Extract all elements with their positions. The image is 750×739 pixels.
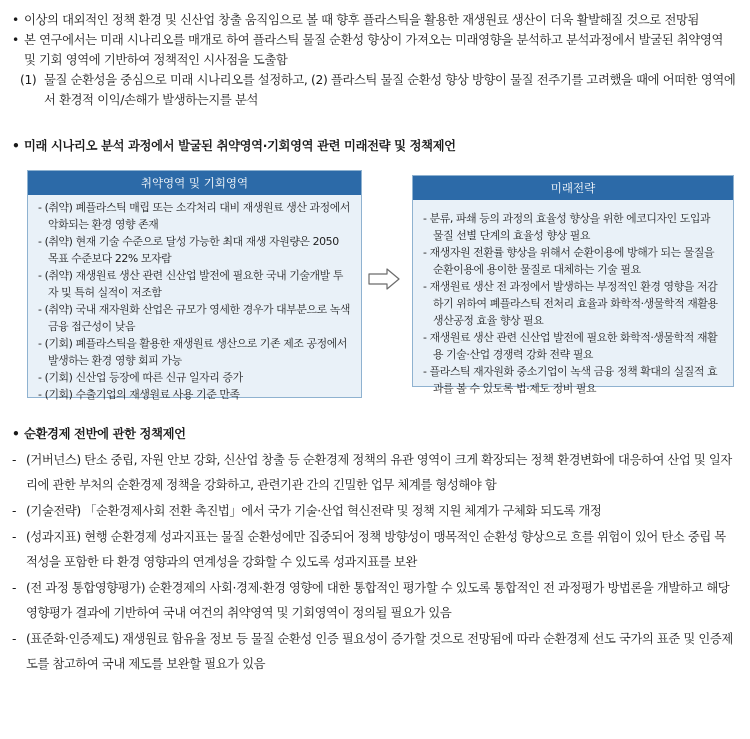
list-item: - 분류, 파쇄 등의 과정의 효율성 향상을 위한 에코디자인 도입과 물질 선별 단계의 효율성 향상 필요 [423, 212, 711, 242]
dash-mark: - [12, 453, 17, 467]
dash-mark: - [12, 504, 17, 518]
policy-item [12, 627, 736, 677]
list-item: - (기회) 수출기업의 재생원료 사용 기준 만족 [38, 388, 240, 401]
intro-bullet-2 [12, 30, 736, 70]
policy-item [12, 525, 736, 575]
strategy-diagram [12, 170, 736, 401]
list-item: - 플라스틱 재자원화 중소기업이 녹색 금융 정책 확대의 실질적 효과를 볼 수 있도록 법·제도 정비 필요 [423, 365, 718, 395]
left-box-title: 취약영역 및 기회영역 [28, 171, 361, 195]
list-item: - (기회) 폐플라스틱을 활용한 재생원료 생산으로 기존 제조 공정에서 발생하는 환경 영향 회피 가능 [38, 337, 347, 367]
section-2-heading [12, 424, 736, 444]
dash-mark: - [12, 530, 17, 544]
item-number: (1) [20, 73, 37, 87]
policy-recommendation-list [12, 448, 736, 677]
section-1-heading [12, 136, 736, 156]
intro-numbered-item [12, 70, 736, 110]
policy-item [12, 448, 736, 498]
dash-mark: - [12, 581, 17, 595]
section-2-title: 순환경제 전반에 관한 정책제언 [24, 427, 186, 441]
policy-item-text: (거버넌스) 탄소 중립, 자원 안보 강화, 신산업 창출 등 순환경제 정책의 유관 영역이 크게 확장되는 정책 환경변화에 대응하여 산업 및 일자리에 관한 부처의 순환경제 정책을 강화하고, 관련기관 간의 긴밀한 업무 체계를 형성해야 함 [26, 453, 732, 492]
policy-item-text: (전 과정 통합영향평가) 순환경제의 사회·경제·환경 영향에 대한 통합적인 평가할 수 있도록 통합적인 전 과정평가 방법론을 개발하고 해당 영향평가 결과에 기반하여 국내 여건의 취약영역 및 기회영역이 정의될 필요가 있음 [26, 581, 730, 620]
section-1-title: 미래 시나리오 분석 과정에서 발굴된 취약영역·기회영역 관련 미래전략 및 정책제언 [24, 139, 456, 153]
intro-bullet-1 [12, 10, 736, 30]
bullet-mark: • [12, 139, 20, 153]
right-box-list [413, 200, 733, 397]
policy-item [12, 576, 736, 626]
intro-bullet-1-text: 이상의 대외적인 정책 환경 및 신산업 창출 움직임으로 볼 때 향후 플라스틱을 활용한 재생원료 생산이 더욱 활발해질 것으로 전망됨 [24, 13, 700, 27]
dash-mark: - [12, 632, 17, 646]
list-item: - 재생자원 전환률 향상을 위해서 순환이용에 방해가 되는 물질을 순환이용에 용이한 물질로 대체하는 기술 필요 [423, 246, 715, 276]
list-item: - 재생원료 생산 관련 신산업 발전에 필요한 화학적·생물학적 재활용 기술·산업 경쟁력 강화 전략 필요 [423, 331, 718, 361]
future-strategy-box [412, 175, 734, 395]
list-item: - (취약) 국내 재자원화 산업은 규모가 영세한 경우가 대부분으로 녹색금융 접근성이 낮음 [38, 303, 351, 333]
list-item: - 재생원료 생산 전 과정에서 발생하는 부정적인 환경 영향을 저감하기 위하여 폐플라스틱 전처리 효율과 화학적·생물학적 재활용 생산공정 효율 향상 필요 [423, 280, 718, 327]
list-item: - (취약) 현재 기술 수준으로 달성 가능한 최대 재생 자원량은 2050 목표 수준보다 22% 모자람 [38, 235, 339, 265]
intro-bullet-2-text: 본 연구에서는 미래 시나리오를 매개로 하여 플라스틱 물질 순환성 향상이 가져오는 미래영향을 분석하고 분석과정에서 발굴된 취약영역 및 기회 영역에 기반하여 정책적인 시사점을 도출함 [24, 33, 723, 67]
bullet-mark: • [12, 427, 20, 441]
bullet-mark: • [12, 33, 19, 47]
list-item: - (기회) 신산업 등장에 따른 신규 일자리 증가 [38, 371, 243, 384]
list-item: - (취약) 폐플라스틱 매립 또는 소각처리 대비 재생원료 생산 과정에서 악화되는 환경 영향 존재 [38, 201, 351, 231]
right-box-title: 미래전략 [413, 176, 733, 200]
left-box-list [28, 195, 361, 403]
list-item: - (취약) 재생원료 생산 관련 신산업 발전에 필요한 국내 기술개발 투자 및 특허 실적이 저조함 [38, 269, 343, 299]
policy-item-text: (표준화·인증제도) 재생원료 함유율 정보 등 물질 순환성 인증 필요성이 증가할 것으로 전망됨에 따라 순환경제 선도 국가의 표준 및 인증제도를 참고하여 국내 제도를 보완할 필요가 있음 [26, 632, 733, 671]
policy-item [12, 499, 736, 524]
item-text: 물질 순환성을 중심으로 미래 시나리오를 설정하고, (2) 플라스틱 물질 순환성 향상 방향이 물질 전주기를 고려했을 때에 어떠한 영역에서 환경적 이익/손해가 발생하는지를 분석 [44, 73, 736, 107]
vulnerability-opportunity-box [27, 170, 362, 401]
bullet-mark: • [12, 13, 19, 27]
policy-item-text: (성과지표) 현행 순환경제 성과지표는 물질 순환성에만 집중되어 정책 방향성이 맹목적인 순환성 향상으로 흐를 위험이 있어 탄소 중립 목적성을 포함한 타 환경 영향과의 연계성을 강화할 수 있도록 성과지표를 보완 [26, 530, 726, 569]
policy-item-text: (기술전략) 「순환경제사회 전환 촉진법」에서 국가 기술·산업 혁신전략 및 정책 지원 체계가 구체화 되도록 개정 [26, 504, 602, 518]
right-arrow-icon [367, 267, 401, 291]
